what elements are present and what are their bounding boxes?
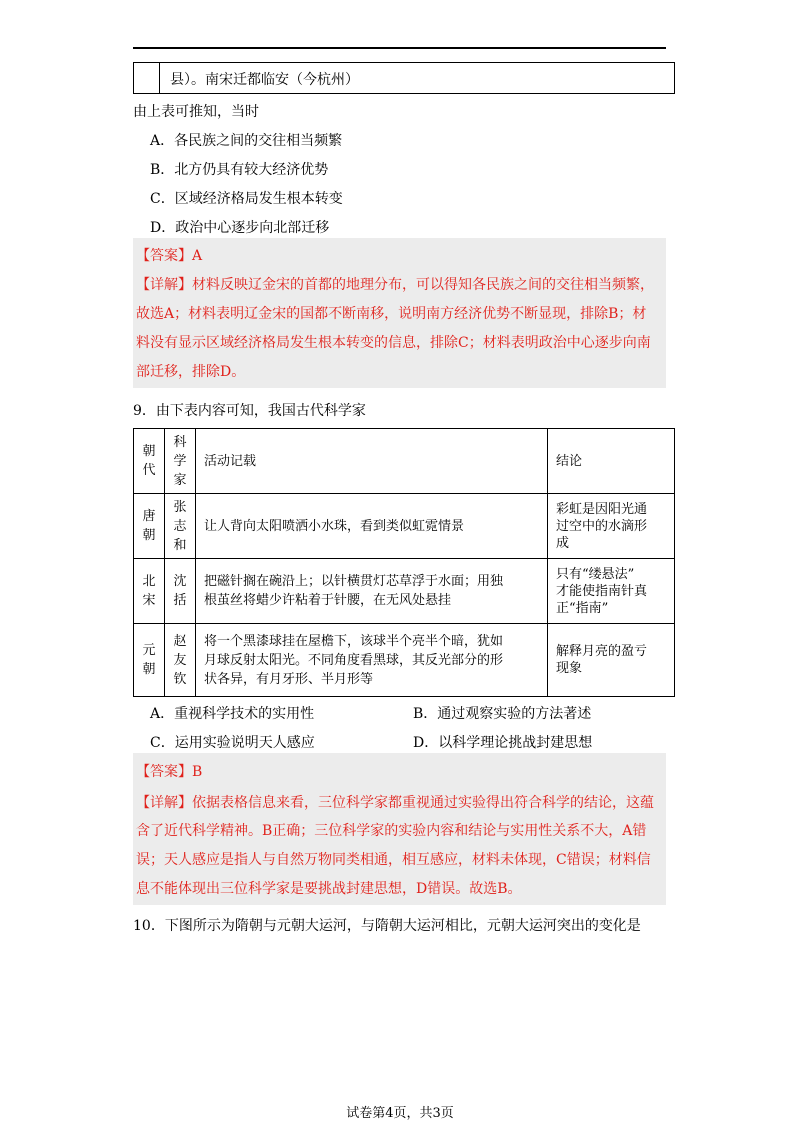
cell-dynasty: 北 宋 — [134, 559, 165, 624]
cell-record: 把磁针搁在碗沿上；以针横贯灯芯草浮于水面；用独 根茧丝将蜡少许粘着于针腰，在无风处悬挂 — [196, 559, 548, 624]
q8-explanation-line-4: 部迁移，排除D。 — [136, 364, 246, 380]
cell-conclusion: 只有“缕悬法” 才能使指南针真 正“指南” — [548, 559, 675, 624]
header-dynasty: 朝 代 — [134, 429, 165, 494]
q9-option-d: D．以科学理论挑战封建思想 — [413, 735, 593, 751]
cell-conclusion: 解释月亮的盈亏 现象 — [548, 624, 675, 697]
cell-dynasty: 元 朝 — [134, 624, 165, 697]
q9-option-c: C．运用实验说明天人感应 — [150, 735, 315, 751]
q9-answer-box — [133, 753, 666, 905]
table-row — [134, 624, 675, 697]
q9-stem: 9．由下表内容可知，我国古代科学家 — [133, 403, 366, 419]
q9-table — [133, 428, 675, 697]
cell-scientist: 沈 括 — [165, 559, 196, 624]
header-scientist: 科 学 家 — [165, 429, 196, 494]
q9-answer: 【答案】B — [136, 764, 203, 780]
header-rule — [133, 47, 666, 49]
q8-explanation-line-3: 料没有显示区域经济格局发生根本转变的信息，排除C；材料表明政治中心逐步向南 — [136, 335, 651, 351]
header-conclusion: 结论 — [548, 429, 675, 494]
q10-stem: 10．下图所示为隋朝与元朝大运河，与隋朝大运河相比，元朝大运河突出的变化是 — [133, 918, 641, 934]
q8-stem: 由上表可推知，当时 — [133, 104, 259, 120]
q9-option-a: A．重视科学技术的实用性 — [150, 706, 315, 722]
q8-option-a: A．各民族之间的交往相当频繁 — [150, 133, 343, 149]
cell-record: 让人背向太阳喷洒小水珠，看到类似虹霓情景 — [196, 494, 548, 559]
q8-answer-box — [133, 238, 666, 388]
q9-option-b: B．通过观察实验的方法著述 — [413, 706, 592, 722]
cell-scientist: 赵 友 钦 — [165, 624, 196, 697]
table-row — [134, 494, 675, 559]
cell-scientist: 张 志 和 — [165, 494, 196, 559]
q8-option-b: B．北方仍具有较大经济优势 — [150, 162, 329, 178]
continued-table — [133, 62, 675, 94]
q8-explanation-line-1: 【详解】材料反映辽金宋的首都的地理分布，可以得知各民族之间的交往相当频繁， — [136, 277, 654, 293]
q9-explanation-line-1: 【详解】依据表格信息来看，三位科学家都重视通过实验得出符合科学的结论，这蕴 — [136, 795, 654, 811]
q8-option-c: C．区域经济格局发生根本转变 — [150, 191, 343, 207]
cell-dynasty: 唐 朝 — [134, 494, 165, 559]
table-row — [134, 559, 675, 624]
table-header-row — [134, 429, 675, 494]
q8-option-d: D．政治中心逐步向北部迁移 — [150, 220, 330, 236]
q9-explanation-line-3: 误；天人感应是指人与自然万物同类相通，相互感应，材料未体现，C错误；材料信 — [136, 852, 651, 868]
q8-answer: 【答案】A — [136, 248, 203, 264]
q9-explanation-line-4: 息不能体现出三位科学家是要挑战封建思想，D错误。故选B。 — [136, 881, 522, 897]
header-record: 活动记载 — [196, 429, 548, 494]
cell-conclusion: 彩虹是因阳光通 过空中的水滴形 成 — [548, 494, 675, 559]
cell-record: 将一个黑漆球挂在屋檐下，该球半个亮半个暗，犹如 月球反射太阳光。不同角度看黑球，其反光部分的形 状各异，有月牙形、半月形等 — [196, 624, 548, 697]
q9-explanation-line-2: 含了近代科学精神。B正确；三位科学家的实验内容和结论与实用性关系不大，A错 — [136, 823, 647, 839]
q8-explanation-line-2: 故选A；材料表明辽金宋的国都不断南移，说明南方经济优势不断显现，排除B；材 — [136, 306, 647, 322]
continued-table-empty-cell — [134, 63, 160, 93]
page-footer: 试卷第4页，共3页 — [346, 1106, 454, 1121]
continued-table-text: 县）。南宋迁都临安（今杭州） — [170, 72, 359, 88]
